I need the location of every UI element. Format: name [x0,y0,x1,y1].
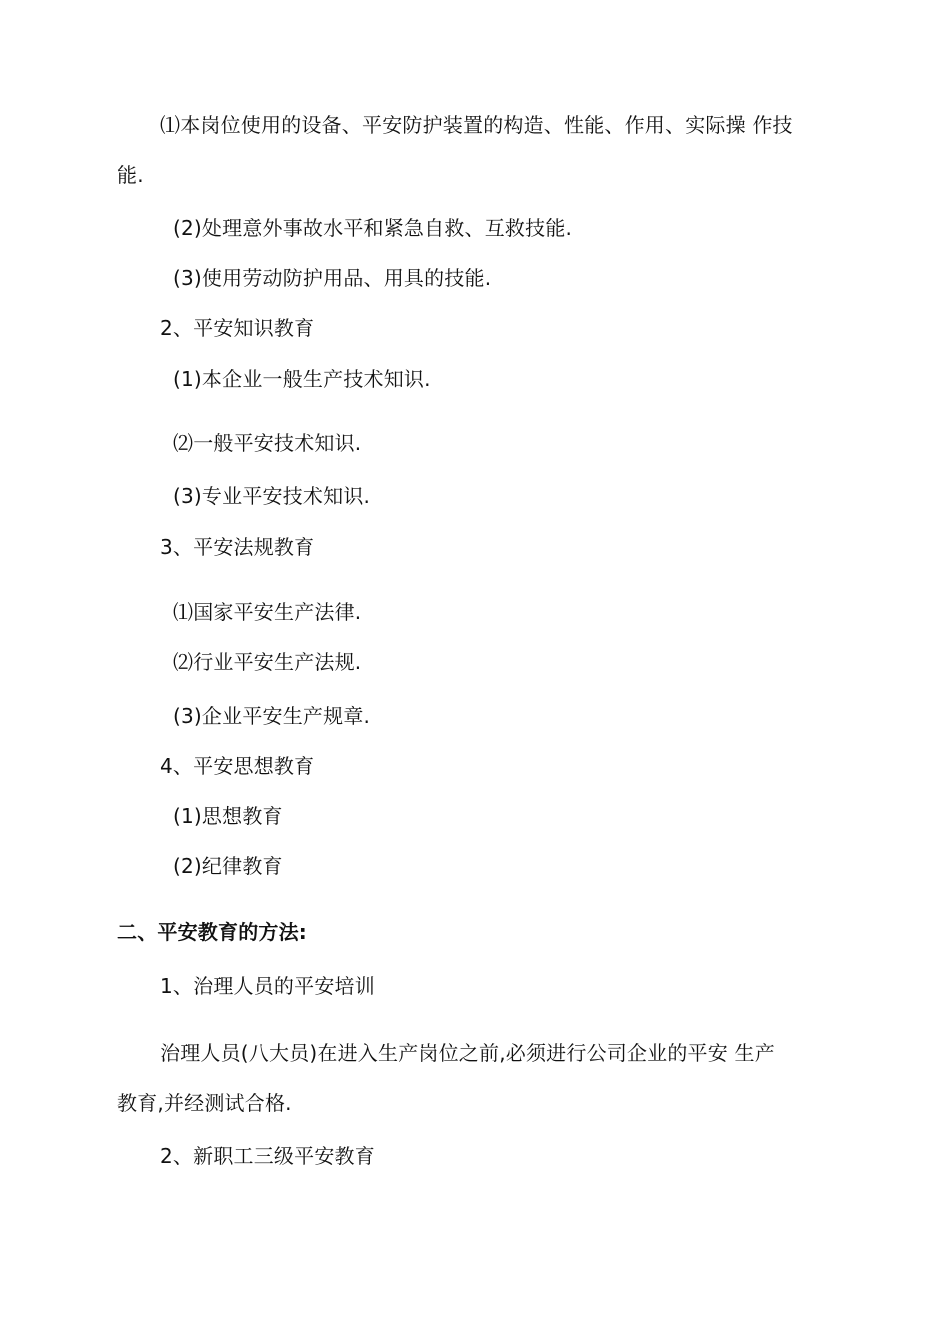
text-line: ⑴国家平安生产法律. [173,600,362,624]
text-line: ⑴本岗位使用的设备、平安防护装置的构造、性能、作用、实际操 作技 [160,113,793,137]
section-heading: 2、平安知识教育 [160,316,315,340]
section-heading: 2、新职工三级平安教育 [160,1144,375,1168]
text-line: 治理人员(八大员)在进入生产岗位之前,必须进行公司企业的平安 生产 [160,1041,775,1065]
text-line: (1)本企业一般生产技术知识. [173,367,431,391]
text-line: 能. [117,163,144,187]
section-heading: 4、平安思想教育 [160,754,315,778]
text-line: 教育,并经测试合格. [117,1091,292,1115]
section-heading: 1、治理人员的平安培训 [160,974,375,998]
text-line: (2)处理意外事故水平和紧急自救、互救技能. [173,216,573,240]
text-line: ⑵行业平安生产法规. [173,650,362,674]
text-line: (2)纪律教育 [173,854,283,878]
section-heading: 3、平安法规教育 [160,535,315,559]
text-line: (1)思想教育 [173,804,283,828]
chapter-heading: 二、平安教育的方法: [117,920,307,944]
text-line: (3)使用劳动防护用品、用具的技能. [173,266,492,290]
text-line: (3)企业平安生产规章. [173,704,371,728]
text-line: (3)专业平安技术知识. [173,484,371,508]
text-line: ⑵一般平安技术知识. [173,431,362,455]
